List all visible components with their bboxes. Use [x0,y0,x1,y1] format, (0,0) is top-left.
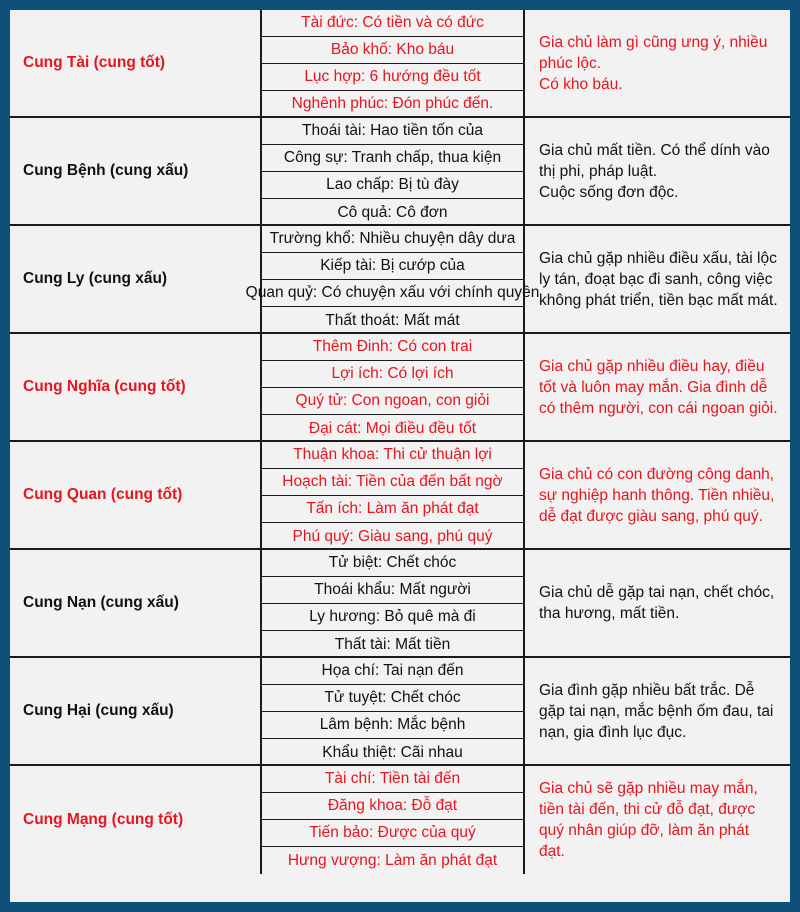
feng-shui-table [10,10,790,902]
list-item: Thêm Đinh: Có con trai [262,334,523,361]
list-item: Hoạch tài: Tiền của đến bất ngờ [262,469,523,496]
list-item: Thất thoát: Mất mát [325,311,460,329]
section-description [525,442,790,548]
list-item: Tài đức: Có tiền và có đức [262,10,523,37]
section-name: Cung Bệnh (cung xấu) [10,118,262,224]
list-item: Ly hương: Bỏ quê mà đi [262,604,523,631]
description-text: Gia chủ gặp nhiều điều hay, điều tốt và luôn may mắn. Gia đình dễ có thêm người, con cái ngoan giỏi. [539,357,778,417]
items-column [262,658,525,764]
items-column [262,10,525,116]
items-column [262,118,525,224]
table-row [10,334,790,442]
list-item: Khẩu thiệt: Cãi nhau [322,743,463,761]
list-item: Cô quả: Cô đơn [337,203,448,221]
section-name: Cung Quan (cung tốt) [10,442,262,548]
description-text: Gia đình gặp nhiều bất trắc. Dễ gặp tai nạn, mắc bệnh ốm đau, tai nạn, gia đình lục đục. [539,681,774,741]
table-row [10,766,790,902]
description-text: Gia chủ sẽ gặp nhiều may mắn, tiền tài đến, thi cử đỗ đạt, được quý nhân giúp đỡ, làm ăn phát đạt. [539,780,758,860]
list-item: Đại cát: Mọi điều đều tốt [308,419,477,437]
list-item: Lục hợp: 6 hướng đều tốt [262,64,523,91]
section-name: Cung Ly (cung xấu) [10,226,262,332]
description-text: Gia chủ mất tiền. Có thể dính vào thị phi, pháp luật. Cuộc sống đơn độc. [539,141,770,201]
list-item: Đăng khoa: Đỗ đạt [262,793,523,820]
section-name: Cung Nghĩa (cung tốt) [10,334,262,440]
list-item: Lợi ích: Có lợi ích [262,361,523,388]
section-description [525,334,790,440]
section-description [525,658,790,764]
section-description [525,550,790,656]
list-item: Lâm bệnh: Mắc bệnh [262,712,523,739]
table-row [10,658,790,766]
list-item: Kiếp tài: Bị cướp của [262,253,523,280]
section-name: Cung Hại (cung xấu) [10,658,262,764]
list-item: Hưng vượng: Làm ăn phát đạt [287,851,498,869]
list-item: Quý tử: Con ngoan, con giỏi [262,388,523,415]
section-name: Cung Tài (cung tốt) [10,10,262,116]
list-item: Lao chấp: Bị tù đày [262,172,523,199]
items-column [262,766,525,874]
list-item: Họa chí: Tai nạn đến [262,658,523,685]
list-item: Trường khổ: Nhiều chuyện dây dưa [262,226,523,253]
section-description [525,10,790,116]
list-item: Thoái khẩu: Mất người [262,577,523,604]
list-item: Phú quý: Giàu sang, phú quý [292,527,493,545]
list-item: Tiến bảo: Được của quý [262,820,523,847]
list-item: Thuận khoa: Thi cử thuận lợi [262,442,523,469]
section-name: Cung Nạn (cung xấu) [10,550,262,656]
section-description [525,766,790,874]
description-text: Gia chủ dễ gặp tai nạn, chết chóc, tha hương, mất tiền. [539,584,775,622]
list-item: Tài chí: Tiền tài đến [262,766,523,793]
section-description [525,118,790,224]
table-row [10,10,790,118]
list-item: Tử biệt: Chết chóc [262,550,523,577]
list-item: Bảo khố: Kho báu [262,37,523,64]
items-column [245,226,540,332]
description-text: Gia chủ gặp nhiều điều xấu, tài lộc ly tán, đoạt bạc đi sanh, công việc không phát triển, tiền bạc mất mát. [539,249,778,309]
table-row [10,118,790,226]
section-name: Cung Mạng (cung tốt) [10,766,262,874]
section-description [525,226,790,332]
description-text: Gia chủ có con đường công danh, sự nghiệp hanh thông. Tiền nhiều, dễ đạt được giàu sang, phú quý. [539,465,775,525]
items-column [262,442,525,548]
list-item: Nghênh phúc: Đón phúc đến. [262,91,523,118]
list-item: Thất tài: Mất tiền [334,635,451,653]
list-item: Thoái tài: Hao tiền tốn của [262,118,523,145]
table-row [10,550,790,658]
table-row [10,442,790,550]
items-column [262,334,525,440]
list-item: Quan quỷ: Có chuyện xấu với chính quyền [262,280,523,307]
list-item: Công sự: Tranh chấp, thua kiện [262,145,523,172]
table-row [10,226,790,334]
list-item: Tử tuyệt: Chết chóc [262,685,523,712]
list-item: Tấn ích: Làm ăn phát đạt [262,496,523,523]
items-column [262,550,525,656]
description-text: Gia chủ làm gì cũng ưng ý, nhiều phúc lộc. Có kho báu. [539,33,768,93]
